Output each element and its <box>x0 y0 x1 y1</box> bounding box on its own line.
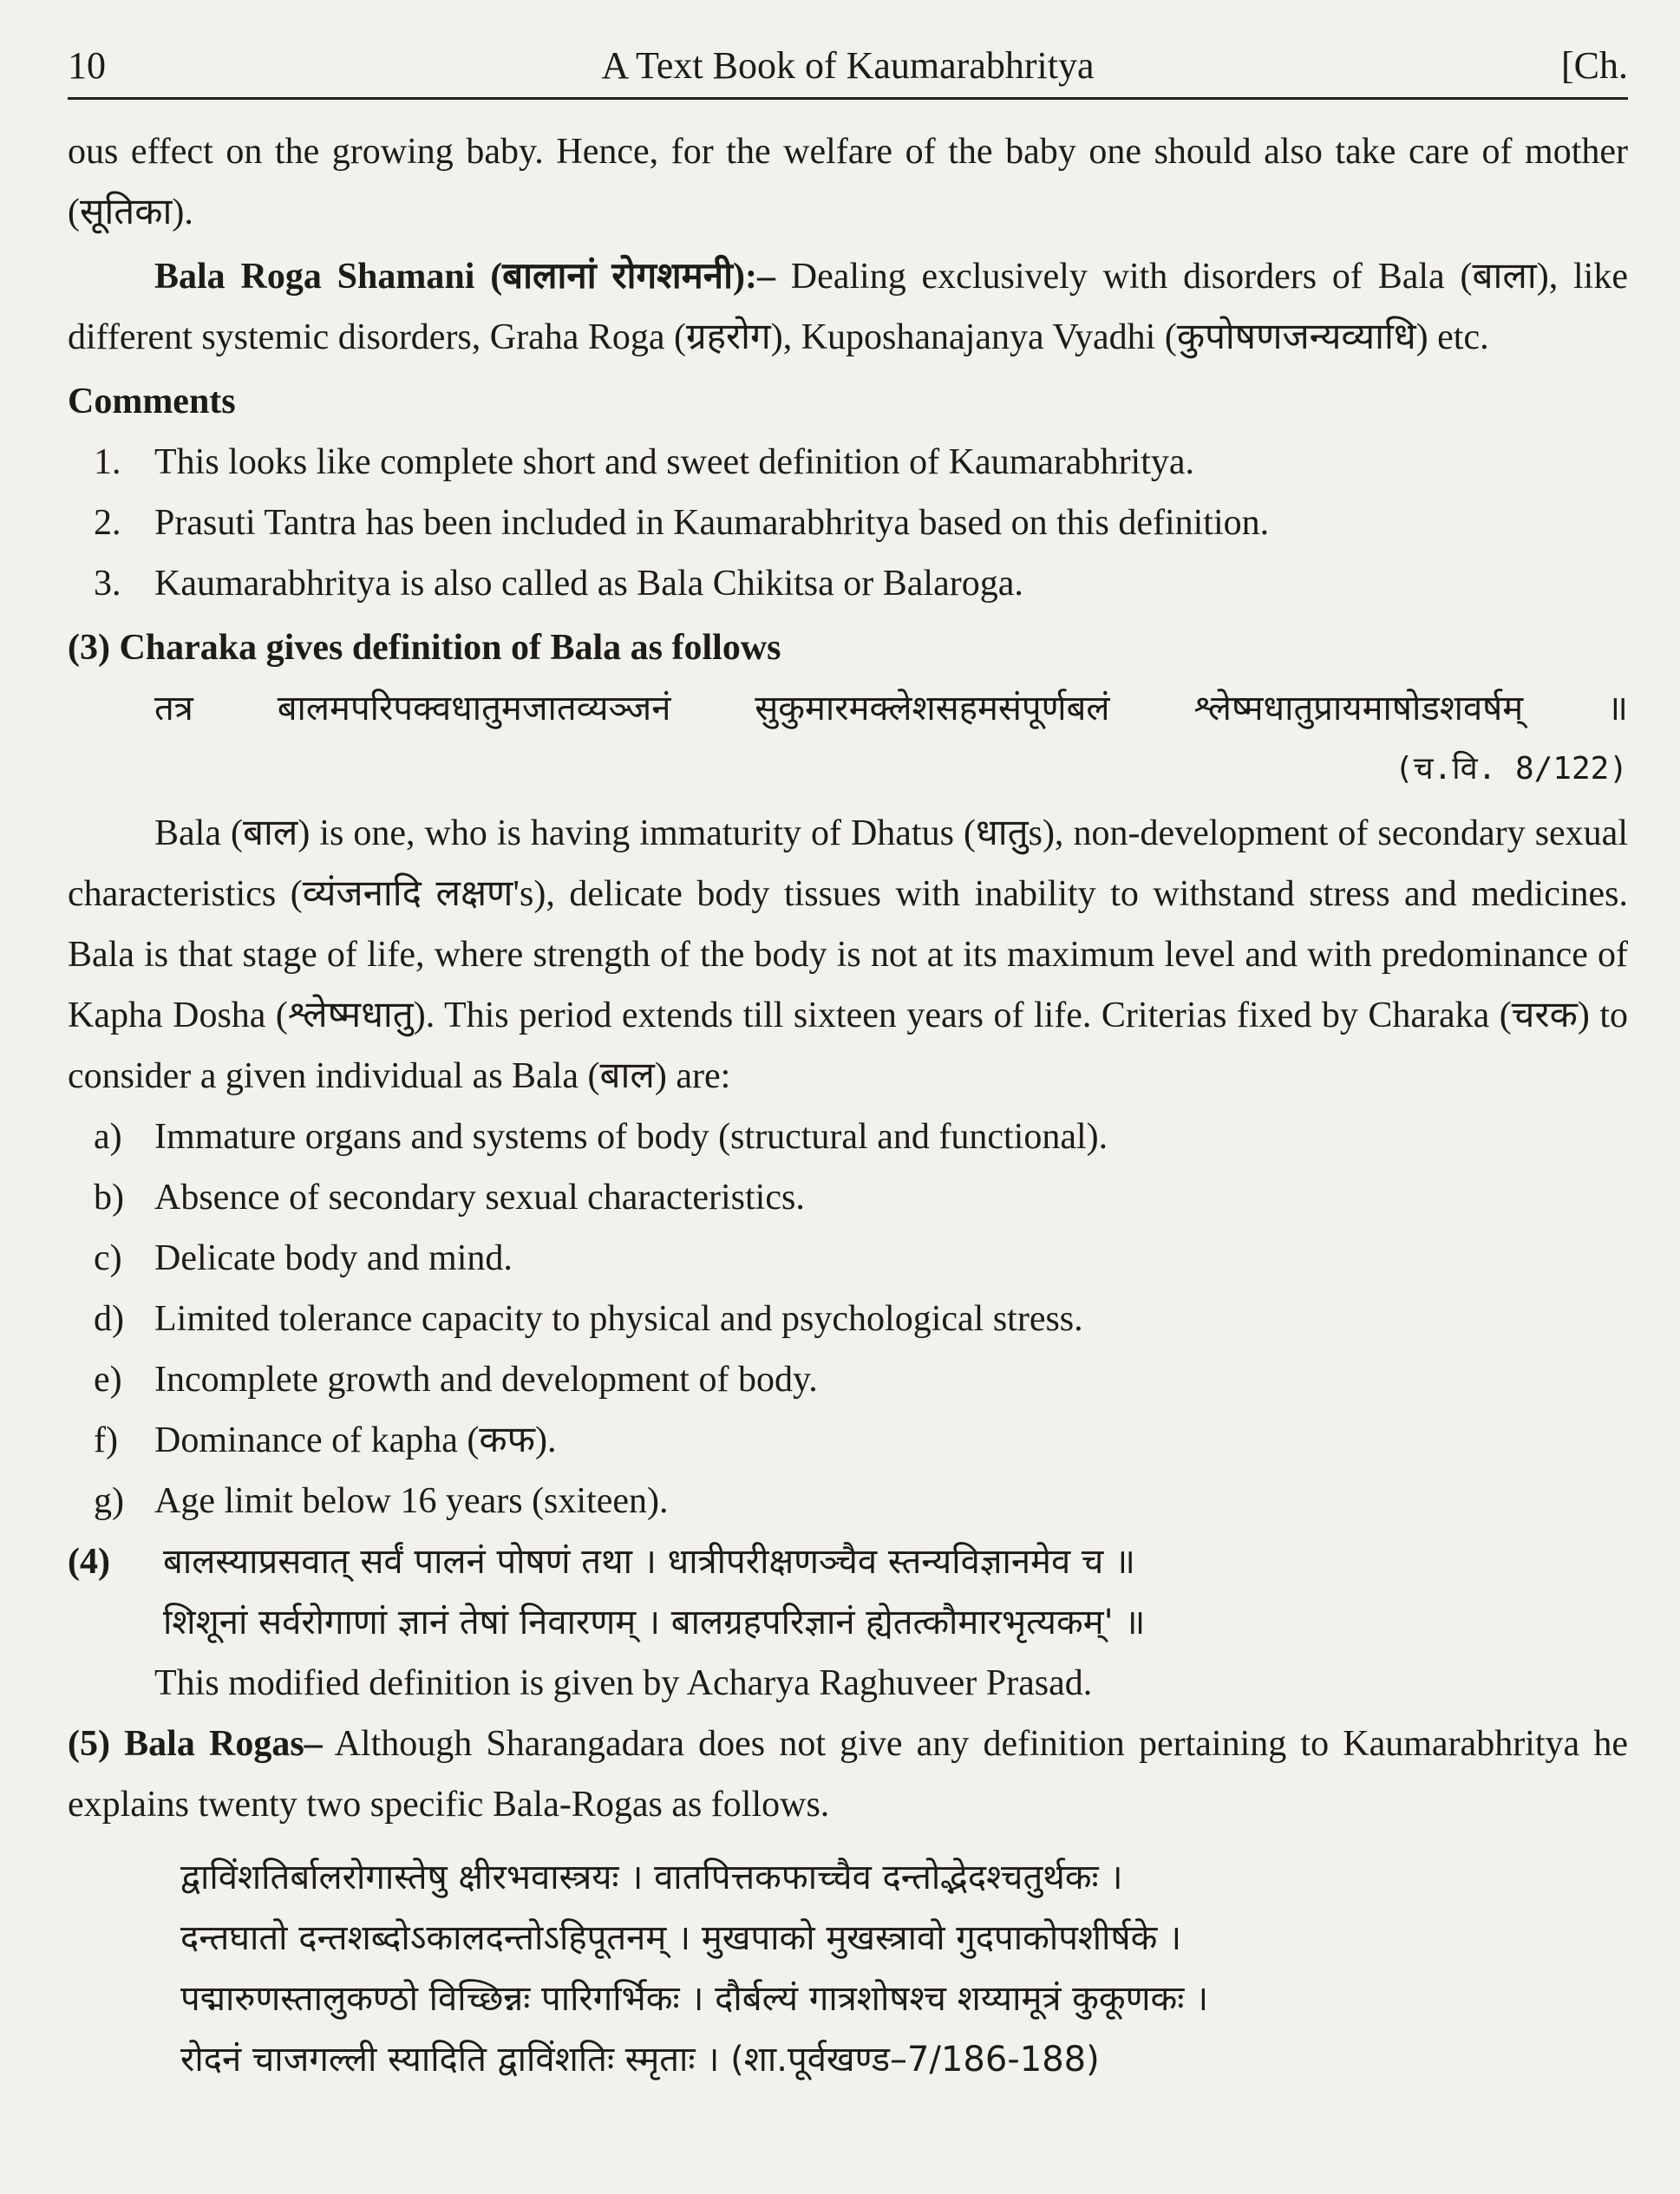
section-5-text: Although Sharangadara does not give any definition pertaining to Kaumarabhritya he explains twenty two specific Bala-Rogas as follows. <box>68 1724 1628 1825</box>
bala-rogas-verse-line: पद्मारुणस्तालुकण्ठो विच्छिन्नः पारिगर्भिकः । दौर्बल्यं गात्रशोषश्च शय्यामूत्रं कुकूणकः । <box>180 1979 1209 2019</box>
list-text: Delicate body and mind. <box>154 1238 513 1278</box>
list-text: Age limit below 16 years (sxiteen). <box>154 1481 669 1521</box>
bala-roga-paragraph <box>68 246 1628 368</box>
section-4-number: (4) <box>68 1542 110 1582</box>
page-header <box>68 36 1628 100</box>
list-item <box>68 1167 1628 1228</box>
bala-rogas-verse-line: द्वाविंशतिर्बालरोगास्तेषु क्षीरभवास्त्रयः । वातपित्तकफाच्चैव दन्तोद्भेदश्चतुर्थकः । <box>180 1858 1123 1897</box>
page-body <box>68 121 1628 2090</box>
list-marker: d) <box>94 1299 124 1339</box>
list-text: Kaumarabhritya is also called as Bala Chikitsa or Balaroga. <box>154 564 1023 604</box>
list-item <box>68 493 1628 553</box>
charaka-verse: तत्र बालमपरिपक्वधातुमजातव्यञ्जनं सुकुमारमक्लेशसहमसंपूर्णबलं श्लेष्मधातुप्रायमाषोडशवर्षम् ॥ <box>154 689 1628 728</box>
list-item <box>68 432 1628 493</box>
list-marker: c) <box>94 1238 122 1278</box>
list-item <box>68 1471 1628 1531</box>
criteria-list <box>68 1107 1628 1531</box>
chapter-marker: [Ch. <box>1561 44 1628 87</box>
page-number: 10 <box>68 44 106 87</box>
list-marker: f) <box>94 1420 118 1460</box>
list-item <box>68 1107 1628 1167</box>
bala-rogas-verses <box>68 1847 1628 2090</box>
list-item <box>68 553 1628 614</box>
list-marker: 1. <box>94 442 121 482</box>
list-text: Limited tolerance capacity to physical and psychological stress. <box>154 1299 1083 1339</box>
list-item <box>68 1228 1628 1289</box>
section-4 <box>68 1531 1628 1653</box>
list-item <box>68 1289 1628 1349</box>
book-title: A Text Book of Kaumarabhritya <box>601 44 1095 87</box>
section-5-heading: (5) Bala Rogas– <box>68 1724 323 1764</box>
bala-roga-term: Bala Roga Shamani (बालानां रोगशमनी):– <box>154 257 775 297</box>
list-text: Incomplete growth and development of body. <box>154 1360 818 1400</box>
list-item <box>68 1410 1628 1471</box>
list-item <box>68 1349 1628 1410</box>
comments-heading: Comments <box>68 382 236 421</box>
list-marker: 2. <box>94 503 121 543</box>
section-4-verse-line: बालस्याप्रसवात् सर्वं पालनं पोषणं तथा । धात्रीपरीक्षणञ्चैव स्तन्यविज्ञानमेव च ॥ <box>163 1542 1135 1582</box>
charaka-reference: (च.वि. 8/122) <box>1395 751 1628 787</box>
bala-rogas-verse-line: दन्तघातो दन्तशब्दोऽकालदन्तोऽहिपूतनम् । मुखपाको मुखस्त्रावो गुदपाकोपशीर्षके । <box>180 1918 1182 1958</box>
charaka-heading: (3) Charaka gives definition of Bala as follows <box>68 628 781 668</box>
list-text: This looks like complete short and sweet definition of Kaumarabhritya. <box>154 442 1195 482</box>
intro-paragraph: ous effect on the growing baby. Hence, for the welfare of the baby one should also take care of mother (सूतिका). <box>68 132 1628 232</box>
list-text: Immature organs and systems of body (structural and functional). <box>154 1117 1108 1157</box>
comments-list <box>68 432 1628 614</box>
section-5-paragraph <box>68 1714 1628 1835</box>
section-4-note: This modified definition is given by Acharya Raghuveer Prasad. <box>154 1663 1093 1703</box>
list-text: Prasuti Tantra has been included in Kaumarabhritya based on this definition. <box>154 503 1270 543</box>
list-marker: e) <box>94 1360 122 1400</box>
list-marker: g) <box>94 1481 124 1521</box>
section-4-verse-line: शिशूनां सर्वरोगाणां ज्ञानं तेषां निवारणम् । बालग्रहपरिज्ञानं ह्येतत्कौमारभृत्यकम्' ॥ <box>163 1603 1146 1642</box>
list-text: Absence of secondary sexual characteristics. <box>154 1178 805 1218</box>
bala-definition-paragraph: Bala (बाल) is one, who is having immaturity of Dhatus (धातुs), non-development of secondary sexual characteristics (व्यंजनादि लक्षण's), delicate body tissues with inability to withstand stress and medicines. Bala is that stage of life, where strength of the body is not at its maximum level and with predominance of Kapha Dosha (श्लेष्मधातु). This period extends till sixteen years of life. Criterias fixed by Charaka (चरक) to consider a given individual as Bala (बाल) are: <box>68 813 1628 1096</box>
list-text: Dominance of kapha (कफ). <box>154 1420 557 1460</box>
list-marker: 3. <box>94 564 121 604</box>
bala-roga-text: Dealing exclusively with disorders of Bala (बाला), like different systemic disorders, Graha Roga (ग्रहरोग), Kuposhanajanya Vyadhi (कुपोषणजन्यव्याधि) etc. <box>68 257 1628 357</box>
list-marker: b) <box>94 1178 124 1218</box>
bala-rogas-verse-line: रोदनं चाजगल्ली स्यादिति द्वाविंशतिः स्मृताः । (शा.पूर्वखण्ड–7/186-188) <box>180 2040 1100 2080</box>
list-marker: a) <box>94 1117 122 1157</box>
